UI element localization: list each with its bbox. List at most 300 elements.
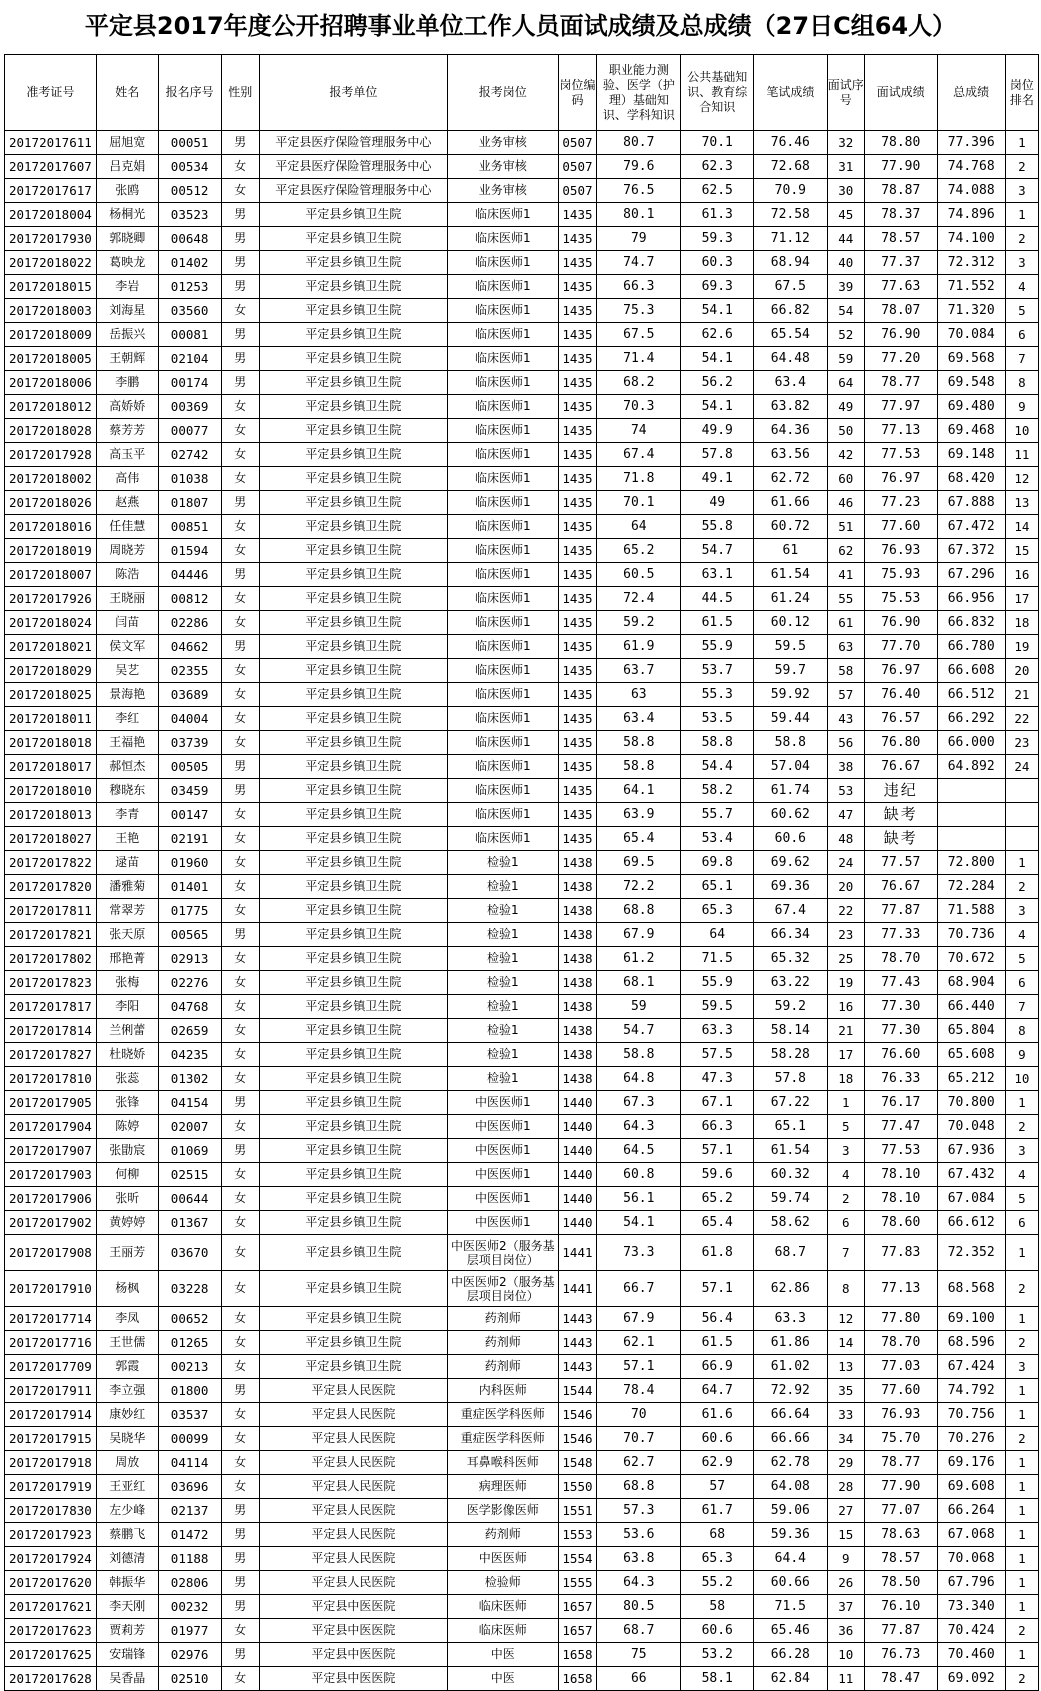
cell-written-score: 68.7 xyxy=(754,1235,828,1271)
cell-position-rank: 2 xyxy=(1005,227,1038,251)
cell-interview-score: 76.90 xyxy=(864,323,937,347)
cell-position-code: 1435 xyxy=(558,683,596,707)
cell-applied-unit: 平定县乡镇卫生院 xyxy=(260,1163,448,1187)
cell-applied-position: 检验1 xyxy=(447,851,558,875)
table-row xyxy=(5,851,1039,875)
cell-applied-position: 临床医师1 xyxy=(447,587,558,611)
cell-name: 张锋 xyxy=(96,1091,158,1115)
cell-position-rank: 8 xyxy=(1005,1019,1038,1043)
cell-applied-position: 中医医师2（服务基层项目岗位） xyxy=(447,1271,558,1307)
cell-position-rank: 1 xyxy=(1005,1235,1038,1271)
cell-gender: 男 xyxy=(221,1571,259,1595)
cell-applied-unit: 平定县乡镇卫生院 xyxy=(260,1067,448,1091)
cell-name: 左少峰 xyxy=(96,1499,158,1523)
cell-registration-number: 01960 xyxy=(158,851,221,875)
cell-public-knowledge-score: 54.4 xyxy=(681,755,754,779)
cell-applied-unit: 平定县乡镇卫生院 xyxy=(260,395,448,419)
cell-applied-position: 检验1 xyxy=(447,1019,558,1043)
cell-applied-unit: 平定县乡镇卫生院 xyxy=(260,755,448,779)
cell-public-knowledge-score: 66.9 xyxy=(681,1355,754,1379)
cell-professional-score: 68.8 xyxy=(597,1475,681,1499)
cell-professional-score: 58.8 xyxy=(597,731,681,755)
cell-applied-position: 临床医师1 xyxy=(447,275,558,299)
cell-professional-score: 57.3 xyxy=(597,1499,681,1523)
cell-public-knowledge-score: 58.1 xyxy=(681,1667,754,1691)
cell-position-code: 1435 xyxy=(558,587,596,611)
cell-total-score: 69.092 xyxy=(937,1667,1005,1691)
cell-interview-score: 77.30 xyxy=(864,1019,937,1043)
cell-professional-score: 74 xyxy=(597,419,681,443)
cell-exam-number: 20172017908 xyxy=(5,1235,97,1271)
cell-name: 赵燕 xyxy=(96,491,158,515)
cell-position-rank: 6 xyxy=(1005,1211,1038,1235)
cell-name: 张昕 xyxy=(96,1187,158,1211)
cell-position-rank: 7 xyxy=(1005,347,1038,371)
column-header-interview-score: 面试成绩 xyxy=(864,55,937,131)
cell-name: 张天原 xyxy=(96,923,158,947)
cell-public-knowledge-score: 64 xyxy=(681,923,754,947)
cell-total-score: 67.472 xyxy=(937,515,1005,539)
cell-gender: 女 xyxy=(221,515,259,539)
cell-gender: 男 xyxy=(221,323,259,347)
cell-exam-number: 20172018021 xyxy=(5,635,97,659)
cell-gender: 男 xyxy=(221,1547,259,1571)
cell-interview-score: 77.83 xyxy=(864,1235,937,1271)
cell-registration-number: 01265 xyxy=(158,1331,221,1355)
cell-public-knowledge-score: 69.3 xyxy=(681,275,754,299)
cell-professional-score: 70 xyxy=(597,1403,681,1427)
cell-gender: 女 xyxy=(221,587,259,611)
cell-gender: 女 xyxy=(221,1331,259,1355)
cell-position-code: 1546 xyxy=(558,1403,596,1427)
cell-written-score: 59.74 xyxy=(754,1187,828,1211)
cell-applied-position: 临床医师1 xyxy=(447,491,558,515)
cell-total-score: 71.552 xyxy=(937,275,1005,299)
cell-registration-number: 02659 xyxy=(158,1019,221,1043)
column-header-written-score: 笔试成绩 xyxy=(754,55,828,131)
cell-exam-number: 20172017821 xyxy=(5,923,97,947)
cell-gender: 男 xyxy=(221,131,259,155)
column-header-name: 姓名 xyxy=(96,55,158,131)
column-header-gender: 性别 xyxy=(221,55,259,131)
cell-total-score: 74.792 xyxy=(937,1379,1005,1403)
cell-public-knowledge-score: 61.3 xyxy=(681,203,754,227)
cell-position-code: 1435 xyxy=(558,227,596,251)
cell-position-code: 1435 xyxy=(558,611,596,635)
cell-professional-score: 75.3 xyxy=(597,299,681,323)
cell-interview-score: 77.13 xyxy=(864,1271,937,1307)
cell-exam-number: 20172017814 xyxy=(5,1019,97,1043)
cell-exam-number: 20172017918 xyxy=(5,1451,97,1475)
cell-position-rank: 1 xyxy=(1005,1451,1038,1475)
cell-applied-position: 重症医学科医师 xyxy=(447,1403,558,1427)
cell-exam-number: 20172017904 xyxy=(5,1115,97,1139)
cell-written-score: 59.36 xyxy=(754,1523,828,1547)
cell-applied-position: 中医医师1 xyxy=(447,1139,558,1163)
cell-professional-score: 71.8 xyxy=(597,467,681,491)
column-header-exam-number: 准考证号 xyxy=(5,55,97,131)
cell-written-score: 63.22 xyxy=(754,971,828,995)
cell-professional-score: 62.1 xyxy=(597,1331,681,1355)
cell-public-knowledge-score: 54.1 xyxy=(681,395,754,419)
cell-gender: 女 xyxy=(221,1163,259,1187)
cell-total-score: 67.372 xyxy=(937,539,1005,563)
cell-position-code: 0507 xyxy=(558,155,596,179)
cell-interview-order: 25 xyxy=(827,947,864,971)
cell-professional-score: 66.7 xyxy=(597,1271,681,1307)
table-row xyxy=(5,923,1039,947)
cell-public-knowledge-score: 58.2 xyxy=(681,779,754,803)
cell-name: 李青 xyxy=(96,803,158,827)
cell-gender: 男 xyxy=(221,251,259,275)
cell-interview-score: 76.57 xyxy=(864,707,937,731)
cell-gender: 女 xyxy=(221,1451,259,1475)
cell-gender: 男 xyxy=(221,1379,259,1403)
cell-applied-position: 药剂师 xyxy=(447,1355,558,1379)
cell-applied-unit: 平定县乡镇卫生院 xyxy=(260,1115,448,1139)
cell-professional-score: 54.1 xyxy=(597,1211,681,1235)
cell-written-score: 64.48 xyxy=(754,347,828,371)
cell-position-rank: 6 xyxy=(1005,971,1038,995)
cell-applied-position: 业务审核 xyxy=(447,131,558,155)
table-row xyxy=(5,443,1039,467)
cell-total-score: 67.888 xyxy=(937,491,1005,515)
table-row xyxy=(5,731,1039,755)
cell-gender: 女 xyxy=(221,1115,259,1139)
cell-name: 吴晓华 xyxy=(96,1427,158,1451)
cell-interview-score: 78.87 xyxy=(864,179,937,203)
cell-registration-number: 01800 xyxy=(158,1379,221,1403)
cell-total-score: 67.424 xyxy=(937,1355,1005,1379)
cell-name: 吴艺 xyxy=(96,659,158,683)
table-row xyxy=(5,755,1039,779)
cell-applied-unit: 平定县乡镇卫生院 xyxy=(260,875,448,899)
cell-position-rank: 3 xyxy=(1005,1139,1038,1163)
cell-gender: 男 xyxy=(221,1091,259,1115)
cell-name: 吴香晶 xyxy=(96,1667,158,1691)
cell-public-knowledge-score: 58.8 xyxy=(681,731,754,755)
cell-position-rank: 3 xyxy=(1005,1355,1038,1379)
cell-interview-order: 53 xyxy=(827,779,864,803)
cell-applied-position: 临床医师1 xyxy=(447,515,558,539)
cell-public-knowledge-score: 60.3 xyxy=(681,251,754,275)
cell-registration-number: 00812 xyxy=(158,587,221,611)
cell-position-rank: 1 xyxy=(1005,1523,1038,1547)
cell-interview-order: 46 xyxy=(827,491,864,515)
cell-registration-number: 01188 xyxy=(158,1547,221,1571)
table-row xyxy=(5,659,1039,683)
cell-interview-order: 4 xyxy=(827,1163,864,1187)
cell-written-score: 69.62 xyxy=(754,851,828,875)
cell-written-score: 58.28 xyxy=(754,1043,828,1067)
cell-position-code: 1435 xyxy=(558,515,596,539)
cell-applied-position: 检验1 xyxy=(447,899,558,923)
cell-position-code: 1438 xyxy=(558,875,596,899)
cell-registration-number: 01977 xyxy=(158,1619,221,1643)
cell-interview-score: 76.93 xyxy=(864,1403,937,1427)
cell-name: 张勖宸 xyxy=(96,1139,158,1163)
cell-public-knowledge-score: 71.5 xyxy=(681,947,754,971)
cell-position-code: 1441 xyxy=(558,1271,596,1307)
cell-interview-score: 76.67 xyxy=(864,755,937,779)
cell-interview-order: 2 xyxy=(827,1187,864,1211)
cell-total-score: 74.896 xyxy=(937,203,1005,227)
cell-written-score: 72.68 xyxy=(754,155,828,179)
table-row xyxy=(5,1619,1039,1643)
cell-position-rank: 2 xyxy=(1005,1667,1038,1691)
cell-registration-number: 03228 xyxy=(158,1271,221,1307)
cell-position-code: 1553 xyxy=(558,1523,596,1547)
cell-interview-order: 20 xyxy=(827,875,864,899)
cell-name: 常翠芳 xyxy=(96,899,158,923)
cell-registration-number: 00147 xyxy=(158,803,221,827)
cell-interview-order: 60 xyxy=(827,467,864,491)
cell-written-score: 67.5 xyxy=(754,275,828,299)
cell-position-code: 1443 xyxy=(558,1355,596,1379)
cell-gender: 女 xyxy=(221,1427,259,1451)
cell-interview-score: 77.47 xyxy=(864,1115,937,1139)
cell-position-rank: 20 xyxy=(1005,659,1038,683)
cell-interview-order: 59 xyxy=(827,347,864,371)
cell-position-rank: 5 xyxy=(1005,1187,1038,1211)
cell-interview-score: 78.77 xyxy=(864,1451,937,1475)
cell-registration-number: 01302 xyxy=(158,1067,221,1091)
cell-interview-score: 78.37 xyxy=(864,203,937,227)
table-row xyxy=(5,515,1039,539)
cell-gender: 女 xyxy=(221,731,259,755)
cell-exam-number: 20172017716 xyxy=(5,1331,97,1355)
cell-written-score: 58.62 xyxy=(754,1211,828,1235)
column-header-registration-number: 报名序号 xyxy=(158,55,221,131)
cell-name: 陈浩 xyxy=(96,563,158,587)
cell-public-knowledge-score: 62.5 xyxy=(681,179,754,203)
cell-exam-number: 20172017915 xyxy=(5,1427,97,1451)
cell-gender: 女 xyxy=(221,1619,259,1643)
table-row xyxy=(5,995,1039,1019)
cell-applied-position: 内科医师 xyxy=(447,1379,558,1403)
cell-interview-score: 78.07 xyxy=(864,299,937,323)
cell-applied-unit: 平定县人民医院 xyxy=(260,1403,448,1427)
cell-applied-position: 临床医师1 xyxy=(447,419,558,443)
table-row xyxy=(5,779,1039,803)
cell-professional-score: 64.3 xyxy=(597,1571,681,1595)
cell-gender: 男 xyxy=(221,347,259,371)
cell-professional-score: 79 xyxy=(597,227,681,251)
cell-written-score: 60.62 xyxy=(754,803,828,827)
cell-exam-number: 20172017617 xyxy=(5,179,97,203)
cell-applied-unit: 平定县乡镇卫生院 xyxy=(260,467,448,491)
cell-interview-order: 62 xyxy=(827,539,864,563)
cell-professional-score: 64.5 xyxy=(597,1139,681,1163)
cell-applied-unit: 平定县乡镇卫生院 xyxy=(260,491,448,515)
cell-position-code: 1550 xyxy=(558,1475,596,1499)
cell-professional-score: 56.1 xyxy=(597,1187,681,1211)
cell-position-rank: 8 xyxy=(1005,371,1038,395)
cell-applied-unit: 平定县中医医院 xyxy=(260,1643,448,1667)
cell-written-score: 71.12 xyxy=(754,227,828,251)
cell-written-score: 57.04 xyxy=(754,755,828,779)
cell-interview-order: 5 xyxy=(827,1115,864,1139)
cell-position-code: 1435 xyxy=(558,203,596,227)
cell-written-score: 59.44 xyxy=(754,707,828,731)
cell-position-code: 1438 xyxy=(558,971,596,995)
cell-professional-score: 65.2 xyxy=(597,539,681,563)
cell-gender: 女 xyxy=(221,299,259,323)
cell-interview-score: 78.57 xyxy=(864,1547,937,1571)
cell-interview-order: 64 xyxy=(827,371,864,395)
cell-gender: 女 xyxy=(221,467,259,491)
cell-name: 张梅 xyxy=(96,971,158,995)
cell-interview-score: 77.37 xyxy=(864,251,937,275)
cell-name: 兰俐蕾 xyxy=(96,1019,158,1043)
cell-position-code: 1435 xyxy=(558,467,596,491)
cell-interview-score: 76.97 xyxy=(864,659,937,683)
cell-public-knowledge-score: 58 xyxy=(681,1595,754,1619)
cell-total-score: 70.276 xyxy=(937,1427,1005,1451)
cell-position-rank: 1 xyxy=(1005,1571,1038,1595)
cell-professional-score: 53.6 xyxy=(597,1523,681,1547)
cell-position-rank: 18 xyxy=(1005,611,1038,635)
cell-gender: 女 xyxy=(221,1271,259,1307)
cell-gender: 男 xyxy=(221,371,259,395)
cell-gender: 女 xyxy=(221,1043,259,1067)
cell-exam-number: 20172017907 xyxy=(5,1139,97,1163)
cell-registration-number: 02510 xyxy=(158,1667,221,1691)
cell-public-knowledge-score: 65.1 xyxy=(681,875,754,899)
cell-applied-unit: 平定县乡镇卫生院 xyxy=(260,443,448,467)
cell-position-rank: 4 xyxy=(1005,275,1038,299)
cell-interview-order: 39 xyxy=(827,275,864,299)
column-header-public-knowledge-score: 公共基础知识、教育综合知识 xyxy=(681,55,754,131)
cell-position-rank: 12 xyxy=(1005,467,1038,491)
cell-total-score: 71.588 xyxy=(937,899,1005,923)
cell-name: 屈旭宽 xyxy=(96,131,158,155)
cell-interview-score: 78.70 xyxy=(864,1331,937,1355)
cell-exam-number: 20172017930 xyxy=(5,227,97,251)
cell-gender: 女 xyxy=(221,1187,259,1211)
cell-name: 杜晓娇 xyxy=(96,1043,158,1067)
cell-applied-unit: 平定县乡镇卫生院 xyxy=(260,1139,448,1163)
cell-public-knowledge-score: 68 xyxy=(681,1523,754,1547)
cell-total-score: 66.512 xyxy=(937,683,1005,707)
cell-name: 王晓丽 xyxy=(96,587,158,611)
cell-position-code: 1438 xyxy=(558,1067,596,1091)
cell-name: 李立强 xyxy=(96,1379,158,1403)
cell-name: 吕克娟 xyxy=(96,155,158,179)
cell-interview-order: 38 xyxy=(827,755,864,779)
cell-name: 黄婷婷 xyxy=(96,1211,158,1235)
cell-written-score: 59.2 xyxy=(754,995,828,1019)
cell-interview-score: 76.10 xyxy=(864,1595,937,1619)
cell-interview-score: 77.53 xyxy=(864,443,937,467)
cell-name: 韩振华 xyxy=(96,1571,158,1595)
cell-name: 李鹏 xyxy=(96,371,158,395)
cell-total-score: 70.460 xyxy=(937,1643,1005,1667)
cell-public-knowledge-score: 67.1 xyxy=(681,1091,754,1115)
cell-name: 何柳 xyxy=(96,1163,158,1187)
cell-public-knowledge-score: 59.5 xyxy=(681,995,754,1019)
cell-exam-number: 20172017620 xyxy=(5,1571,97,1595)
cell-public-knowledge-score: 57.8 xyxy=(681,443,754,467)
cell-total-score: 69.608 xyxy=(937,1475,1005,1499)
cell-gender: 男 xyxy=(221,1139,259,1163)
cell-position-code: 1435 xyxy=(558,323,596,347)
cell-interview-order: 36 xyxy=(827,1619,864,1643)
cell-total-score: 77.396 xyxy=(937,131,1005,155)
cell-registration-number: 00077 xyxy=(158,419,221,443)
cell-registration-number: 00512 xyxy=(158,179,221,203)
cell-name: 杨桐光 xyxy=(96,203,158,227)
cell-position-code: 1440 xyxy=(558,1187,596,1211)
cell-position-rank: 1 xyxy=(1005,1547,1038,1571)
cell-registration-number: 00644 xyxy=(158,1187,221,1211)
cell-applied-unit: 平定县乡镇卫生院 xyxy=(260,371,448,395)
cell-applied-position: 医学影像医师 xyxy=(447,1499,558,1523)
cell-interview-score: 78.57 xyxy=(864,227,937,251)
cell-applied-unit: 平定县乡镇卫生院 xyxy=(260,1355,448,1379)
cell-registration-number: 00232 xyxy=(158,1595,221,1619)
cell-interview-order: 18 xyxy=(827,1067,864,1091)
cell-public-knowledge-score: 57 xyxy=(681,1475,754,1499)
cell-position-rank: 2 xyxy=(1005,1271,1038,1307)
cell-position-rank: 3 xyxy=(1005,179,1038,203)
cell-interview-score: 75.70 xyxy=(864,1427,937,1451)
cell-professional-score: 71.4 xyxy=(597,347,681,371)
cell-name: 郝恒杰 xyxy=(96,755,158,779)
table-row xyxy=(5,1667,1039,1691)
cell-gender: 男 xyxy=(221,1595,259,1619)
cell-position-rank: 9 xyxy=(1005,395,1038,419)
cell-interview-score: 78.60 xyxy=(864,1211,937,1235)
cell-registration-number: 00051 xyxy=(158,131,221,155)
cell-interview-order: 40 xyxy=(827,251,864,275)
cell-interview-score: 77.70 xyxy=(864,635,937,659)
table-row xyxy=(5,1091,1039,1115)
table-row xyxy=(5,587,1039,611)
cell-exam-number: 20172017811 xyxy=(5,899,97,923)
cell-total-score: 66.440 xyxy=(937,995,1005,1019)
cell-registration-number: 00565 xyxy=(158,923,221,947)
cell-registration-number: 02976 xyxy=(158,1643,221,1667)
cell-interview-order: 63 xyxy=(827,635,864,659)
cell-applied-unit: 平定县医疗保险管理服务中心 xyxy=(260,155,448,179)
table-row xyxy=(5,971,1039,995)
cell-position-code: 1435 xyxy=(558,659,596,683)
cell-total-score: 65.804 xyxy=(937,1019,1005,1043)
cell-public-knowledge-score: 64.7 xyxy=(681,1379,754,1403)
cell-exam-number: 20172017709 xyxy=(5,1355,97,1379)
table-row xyxy=(5,179,1039,203)
cell-exam-number: 20172018012 xyxy=(5,395,97,419)
cell-registration-number: 02276 xyxy=(158,971,221,995)
cell-exam-number: 20172017823 xyxy=(5,971,97,995)
cell-name: 郭晓卿 xyxy=(96,227,158,251)
cell-interview-score: 76.80 xyxy=(864,731,937,755)
cell-total-score: 70.424 xyxy=(937,1619,1005,1643)
cell-gender: 男 xyxy=(221,1499,259,1523)
cell-written-score: 62.86 xyxy=(754,1271,828,1307)
cell-applied-position: 临床医师1 xyxy=(447,395,558,419)
cell-registration-number: 02515 xyxy=(158,1163,221,1187)
cell-name: 陈婷 xyxy=(96,1115,158,1139)
cell-position-code: 1658 xyxy=(558,1643,596,1667)
cell-name: 王世儒 xyxy=(96,1331,158,1355)
cell-professional-score: 72.4 xyxy=(597,587,681,611)
table-row xyxy=(5,227,1039,251)
cell-position-code: 1435 xyxy=(558,275,596,299)
cell-name: 李天刚 xyxy=(96,1595,158,1619)
cell-written-score: 66.82 xyxy=(754,299,828,323)
